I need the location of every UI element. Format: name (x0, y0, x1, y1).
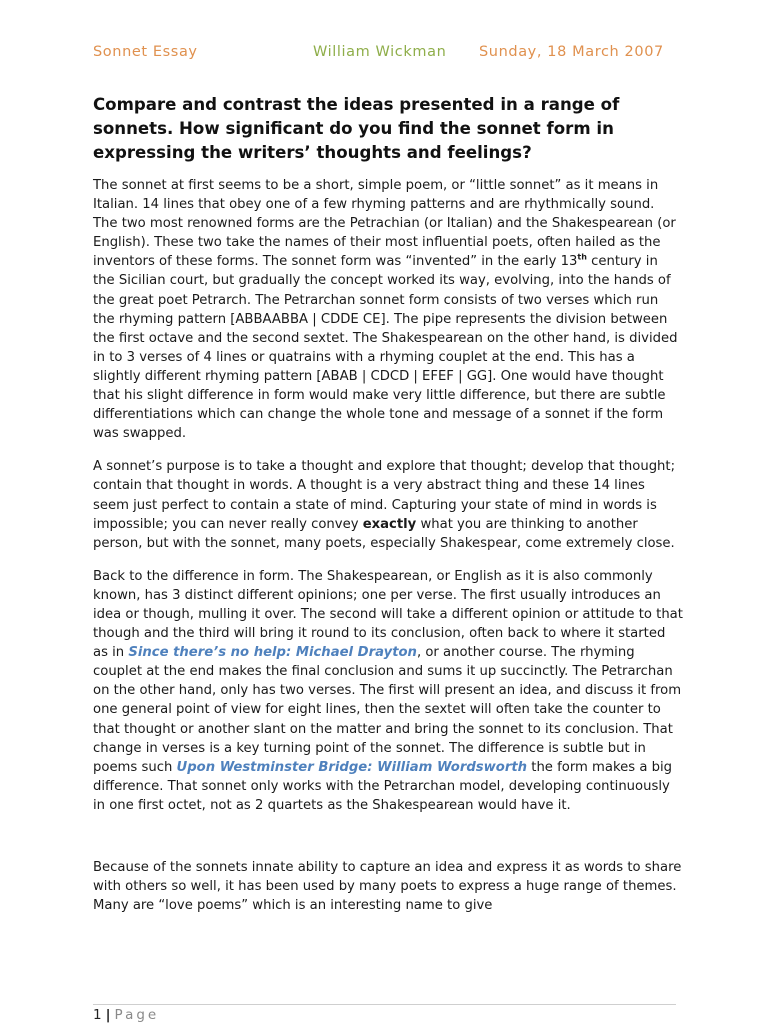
footer-separator: | (105, 1007, 111, 1023)
paragraph-spacer (93, 829, 683, 858)
paragraph-3-text-a: Back to the difference in form. The Shakespearean, or English as it is also commonly known, has 3 distinct different opinions; one per verse. The first usually introduces an idea or though, mulling it over. The second will take a different opinion or attitude to that though and the third will bring it round to its conclusion, often back to where it started as in (93, 568, 683, 661)
paragraph-1-text-a: The sonnet at first seems to be a short, simple poem, or “little sonnet” as it means in Italian. 14 lines that obey one of a few rhyming patterns and are rhythmically sound. The two most renowned forms are the Petrachian (or Italian) and the Shakespearean (or English). These two take the names of their most influential poets, often hailed as the inventors of these forms. The sonnet form was “invented” in the early 13 (93, 178, 676, 270)
paragraph-1 (93, 176, 683, 443)
paragraph-2-text-a: A sonnet’s purpose is to take a thought and explore that thought; develop that thought; contain that thought in words. A thought is a very abstract thing and these 14 lines seem just perfect to contain a state of mind. Capturing your state of mind in words is impossible; you can never really convey (93, 459, 676, 532)
page-label: Page (114, 1007, 160, 1023)
paragraph-3-text-b: , or another course. The rhyming couplet at the end makes the final conclusion and sums it up succinctly. The Petrarchan on the other hand, only has two verses. The first will present an idea, and discuss it from one general point of view for eight lines, then the sextet will often take the counter to that thought or another slant on the matter and bring the sonnet to its conclusion. That change in verses is a key turning point of the sonnet. The difference is subtle but in poems such (93, 645, 682, 775)
page-footer (93, 1007, 159, 1023)
paragraph-2 (93, 457, 683, 552)
ordinal-superscript: th (577, 252, 587, 262)
paragraph-2-text-b: what you are thinking to another person, but with the sonnet, many poets, especially Shakespear, come extremely close. (93, 516, 675, 551)
page-header (93, 44, 683, 64)
emphasized-word: exactly (362, 516, 417, 532)
header-author: William Wickman (313, 44, 447, 60)
page-number: 1 (93, 1007, 102, 1023)
footer-divider (93, 1004, 676, 1005)
paragraph-1-text-b: century in the Sicilian court, but gradually the concept worked its way, evolving, into the hands of the great poet Petrarch. The Petrarchan sonnet form consists of two verses which run the rhyming pattern [ABBAABBA | CDDE CE]. The pipe represents the division between the first octave and the second sextet. The Shakespearean on the other hand, is divided in to 3 verses of 4 lines or quatrains with a rhyming couplet at the end. This has a slightly different rhyming pattern [ABAB | CDCD | EFEF | GG]. One would have thought that his slight difference in form would make very little difference, but there are subtle differentiations which can change the whole tone and message of a sonnet if the form was swapped. (93, 254, 678, 442)
poem-reference-wordsworth: Upon Westminster Bridge: William Wordsworth (176, 759, 528, 775)
header-document-title: Sonnet Essay (93, 44, 198, 60)
essay-body (93, 176, 683, 929)
paragraph-4: Because of the sonnets innate ability to capture an idea and express it as words to share with others so well, it has been used by many poets to express a huge range of themes. Many are “love poems” which is an interesting name to give (93, 860, 682, 914)
header-date: Sunday, 18 March 2007 (479, 44, 664, 60)
paragraph-3 (93, 567, 683, 815)
paragraph-3-text-c: the form makes a big difference. That sonnet only works with the Petrarchan model, developing continuously in one first octet, not as 2 quartets as the Shakespearean would have it. (93, 759, 672, 813)
essay-question-heading: Compare and contrast the ideas presented in a range of sonnets. How significant do you find the sonnet form in expressing the writers’ thoughts and feelings? (93, 95, 620, 162)
poem-reference-drayton: Since there’s no help: Michael Drayton (128, 645, 417, 661)
